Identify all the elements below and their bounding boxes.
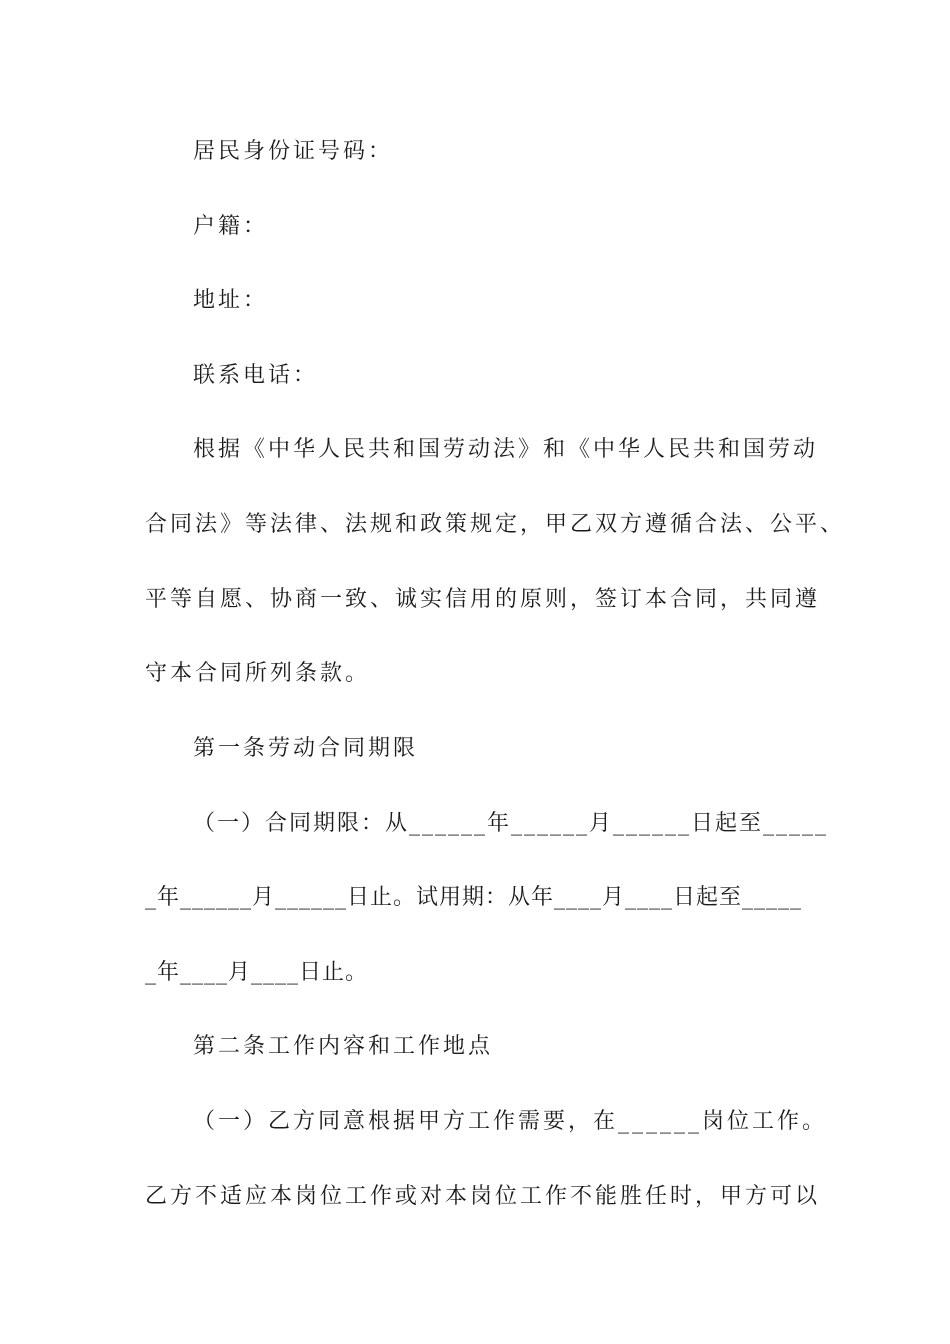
preamble-line-4: 守本合同所列条款。 (145, 661, 371, 686)
article-1-heading: 第一条劳动合同期限 (193, 736, 419, 761)
address-label: 地址： (193, 288, 269, 313)
job-content-line-2: 乙方不适应本岗位工作或对本岗位工作不能胜任时，甲方可以 (145, 1184, 821, 1209)
contract-term-line-2: _年______月______日止。试用期：从年____月____日起至_____ (145, 885, 803, 910)
preamble-line-1: 根据《中华人民共和国劳动法》和《中华人民共和国劳动 (193, 437, 819, 462)
job-content-line-1: （一）乙方同意根据甲方工作需要，在______岗位工作。 (193, 1109, 828, 1134)
contract-term-line-3: _年____月____日止。 (145, 960, 369, 985)
contract-term-line-1: （一）合同期限：从______年______月______日起至_____ (193, 811, 829, 836)
preamble-line-2: 合同法》等法律、法规和政策规定，甲乙双方遵循合法、公平、 (145, 512, 846, 537)
article-2-heading: 第二条工作内容和工作地点 (193, 1034, 494, 1059)
phone-label: 联系电话： (193, 363, 319, 388)
preamble-line-3: 平等自愿、协商一致、诚实信用的原则，签订本合同，共同遵 (145, 587, 821, 612)
household-registration-label: 户籍： (193, 214, 269, 239)
id-number-label: 居民身份证号码： (193, 139, 394, 164)
